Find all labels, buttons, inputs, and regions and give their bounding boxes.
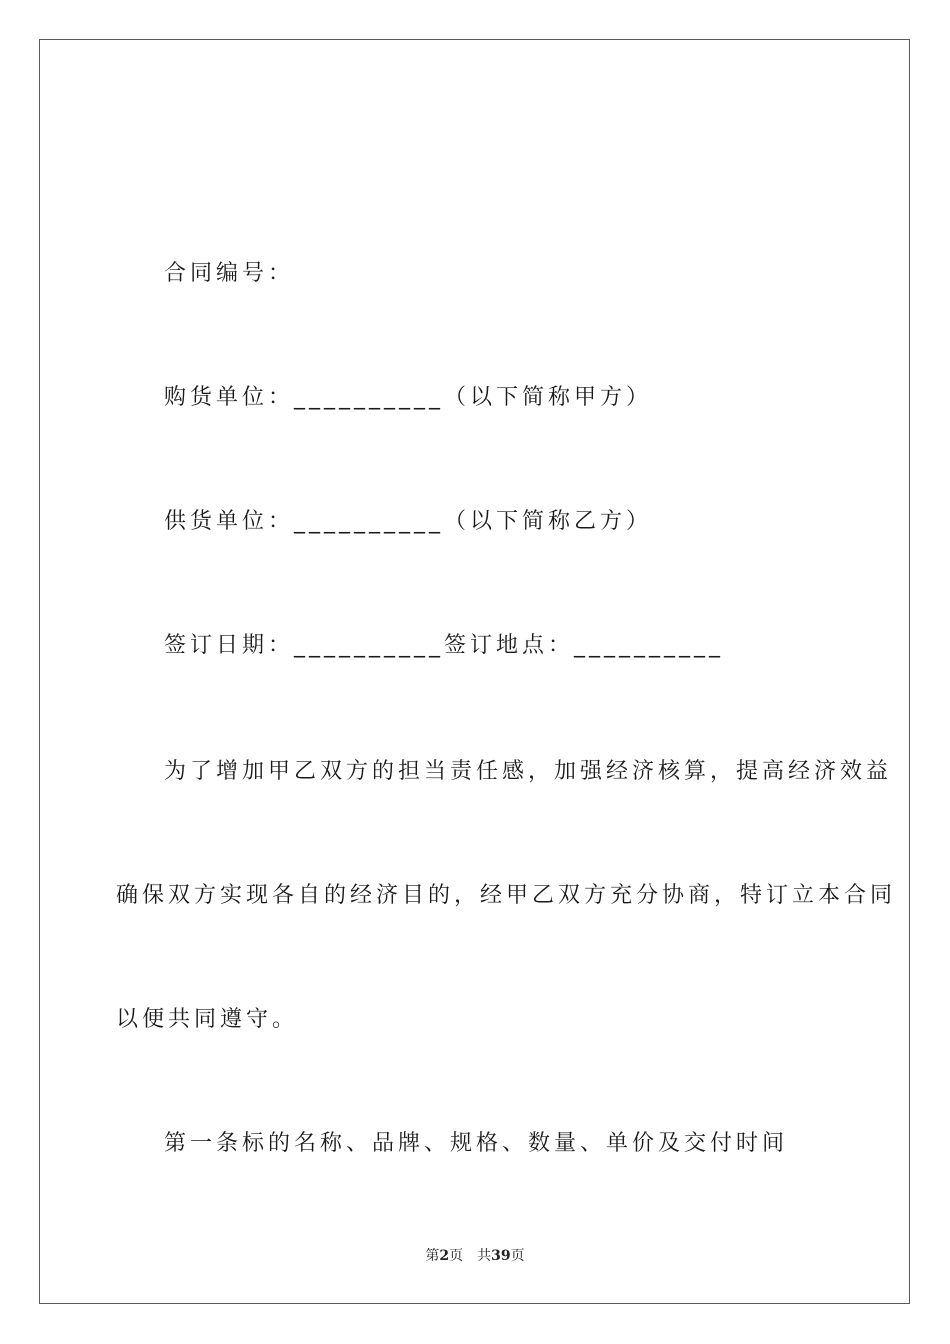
page-footer — [0, 1245, 950, 1265]
paragraph-line-3: 以便共同遵守。 — [116, 1007, 299, 1032]
page-border — [39, 39, 910, 1304]
footer-page-prefix: 第 — [425, 1248, 440, 1264]
footer-total-prefix: 共 — [477, 1248, 492, 1264]
contract-number-label: 合同编号： — [164, 261, 295, 286]
article-1-heading: 第一条标的名称、品牌、规格、数量、单价及交付时间 — [164, 1131, 789, 1156]
paragraph-line-2: 确保双方实现各自的经济目的，经甲乙双方充分协商，特订立本合同 — [116, 883, 897, 908]
buyer-line: 购货单位：__________（以下简称甲方） — [164, 385, 653, 410]
sign-date-place-line: 签订日期：__________签订地点：__________ — [164, 633, 725, 658]
footer-page-total: 39 — [491, 1248, 511, 1264]
footer-total-suffix: 页 — [510, 1248, 525, 1264]
footer-page-suffix: 页 — [449, 1248, 464, 1264]
footer-page-current: 2 — [439, 1248, 450, 1264]
supplier-line: 供货单位：__________（以下简称乙方） — [164, 509, 653, 534]
paragraph-line-1: 为了增加甲乙双方的担当责任感，加强经济核算，提高经济效益 — [164, 759, 893, 784]
